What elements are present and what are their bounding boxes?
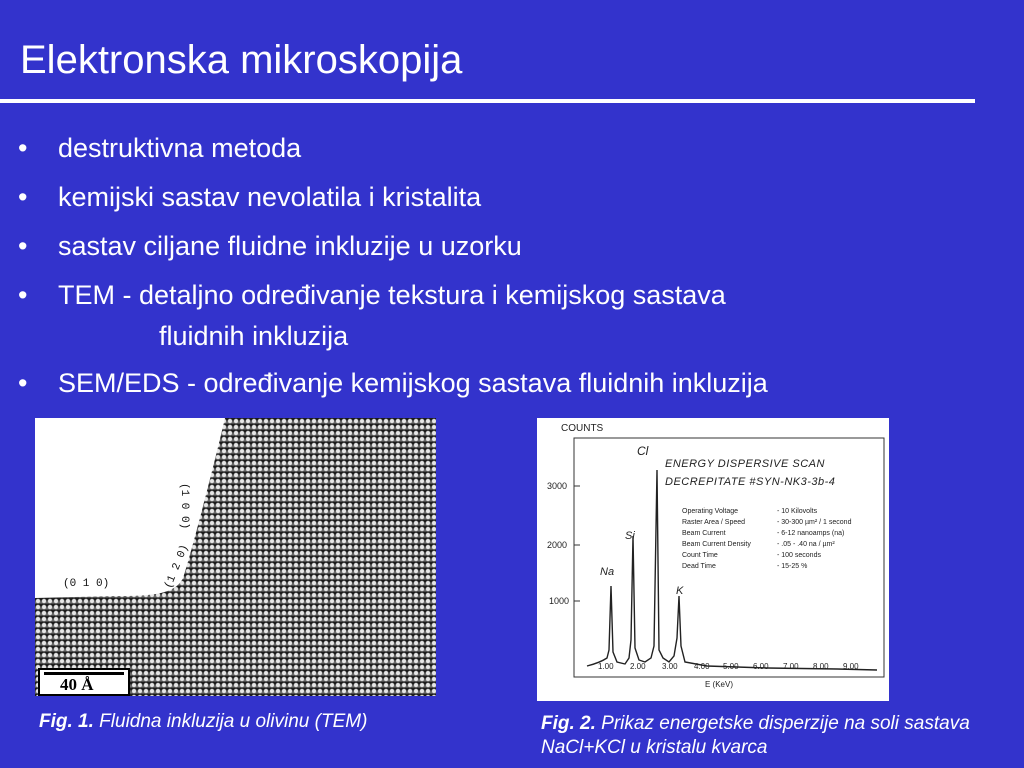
param-name: Raster Area / Speed — [682, 519, 746, 526]
bullet-text: destruktivna metoda — [58, 133, 302, 163]
bullet-text: TEM - detaljno određivanje tekstura i kemijskog sastava — [58, 280, 726, 310]
plot-frame — [574, 438, 884, 677]
x-tick: 9.00 — [843, 662, 859, 671]
peak-label-cl: Cl — [637, 444, 649, 458]
fig2-caption-label: Fig. 2. — [541, 713, 596, 734]
y-tick: 2000 — [547, 540, 568, 550]
bullet-continuation: fluidnih inkluzija — [159, 321, 349, 351]
lattice-label-100: (1 0 0) — [178, 483, 190, 530]
param-name: Beam Current Density — [682, 541, 751, 548]
eds-heading-1: ENERGY DISPERSIVE SCAN — [665, 458, 825, 470]
x-tick: 7.00 — [783, 662, 799, 671]
param-value: - 10 Kilovolts — [777, 508, 818, 515]
bullet-text: sastav ciljane fluidne inkluzije u uzorku — [58, 231, 522, 261]
counts-label: COUNTS — [561, 423, 604, 434]
slide-title: Elektronska mikroskopija — [20, 38, 463, 82]
y-tick: 3000 — [547, 481, 568, 491]
param-name: Beam Current — [682, 530, 726, 537]
y-tick: 1000 — [549, 596, 570, 606]
spectrum-line — [587, 470, 877, 670]
param-value: - .05 - .40 na / µm² — [777, 541, 835, 548]
eds-heading-2: DECREPITATE #SYN-NK3-3b-4 — [665, 476, 836, 488]
inclusion-void — [35, 418, 436, 696]
x-tick: 4.00 — [694, 662, 710, 671]
param-name: Dead Time — [682, 563, 716, 570]
bullet-marker: • — [18, 280, 28, 310]
fig1-caption — [39, 710, 479, 734]
x-tick: 1.00 — [598, 662, 614, 671]
scale-bar-box — [38, 668, 130, 696]
lattice-label-120: (1 2 0) — [163, 543, 192, 591]
bullet-marker: • — [18, 133, 28, 163]
peak-label-na: Na — [600, 566, 615, 578]
x-tick: 5.00 — [723, 662, 739, 671]
param-value: - 6-12 nanoamps (na) — [777, 530, 845, 537]
fig2-caption — [541, 712, 1011, 760]
bullet-text: kemijski sastav nevolatila i kristalita — [58, 182, 482, 212]
param-value: - 30-300 µm² / 1 second — [777, 519, 852, 526]
x-tick: 2.00 — [630, 662, 646, 671]
param-name: Operating Voltage — [682, 508, 739, 515]
eds-spectrum — [537, 418, 889, 701]
fig1-caption-label: Fig. 1. — [39, 711, 94, 732]
bullet-marker: • — [18, 182, 28, 212]
param-value: - 100 seconds — [777, 552, 821, 559]
x-tick: 3.00 — [662, 662, 678, 671]
param-name: Count Time — [682, 552, 718, 559]
peak-label-k: K — [676, 585, 684, 597]
bullet-marker: • — [18, 368, 28, 398]
title-underline — [0, 99, 975, 103]
x-axis-label: E (KeV) — [705, 680, 734, 689]
scale-label: 40 Å — [60, 675, 94, 694]
bullet-marker: • — [18, 231, 28, 261]
peak-label-si: Si — [625, 530, 635, 542]
lattice-label-010: (0 1 0) — [63, 578, 110, 590]
bullet-text: SEM/EDS - određivanje kemijskog sastava fluidnih inkluzija — [58, 368, 768, 398]
param-value: - 15-25 % — [777, 563, 808, 570]
tem-image — [35, 418, 436, 696]
x-tick: 6.00 — [753, 662, 769, 671]
x-tick: 8.00 — [813, 662, 829, 671]
fig1-caption-text: Fluidna inkluzija u olivinu (TEM) — [93, 711, 368, 732]
fig2-caption-text: Prikaz energetske disperzije na soli sastava NaCl+KCl u kristalu kvarca — [541, 713, 970, 758]
